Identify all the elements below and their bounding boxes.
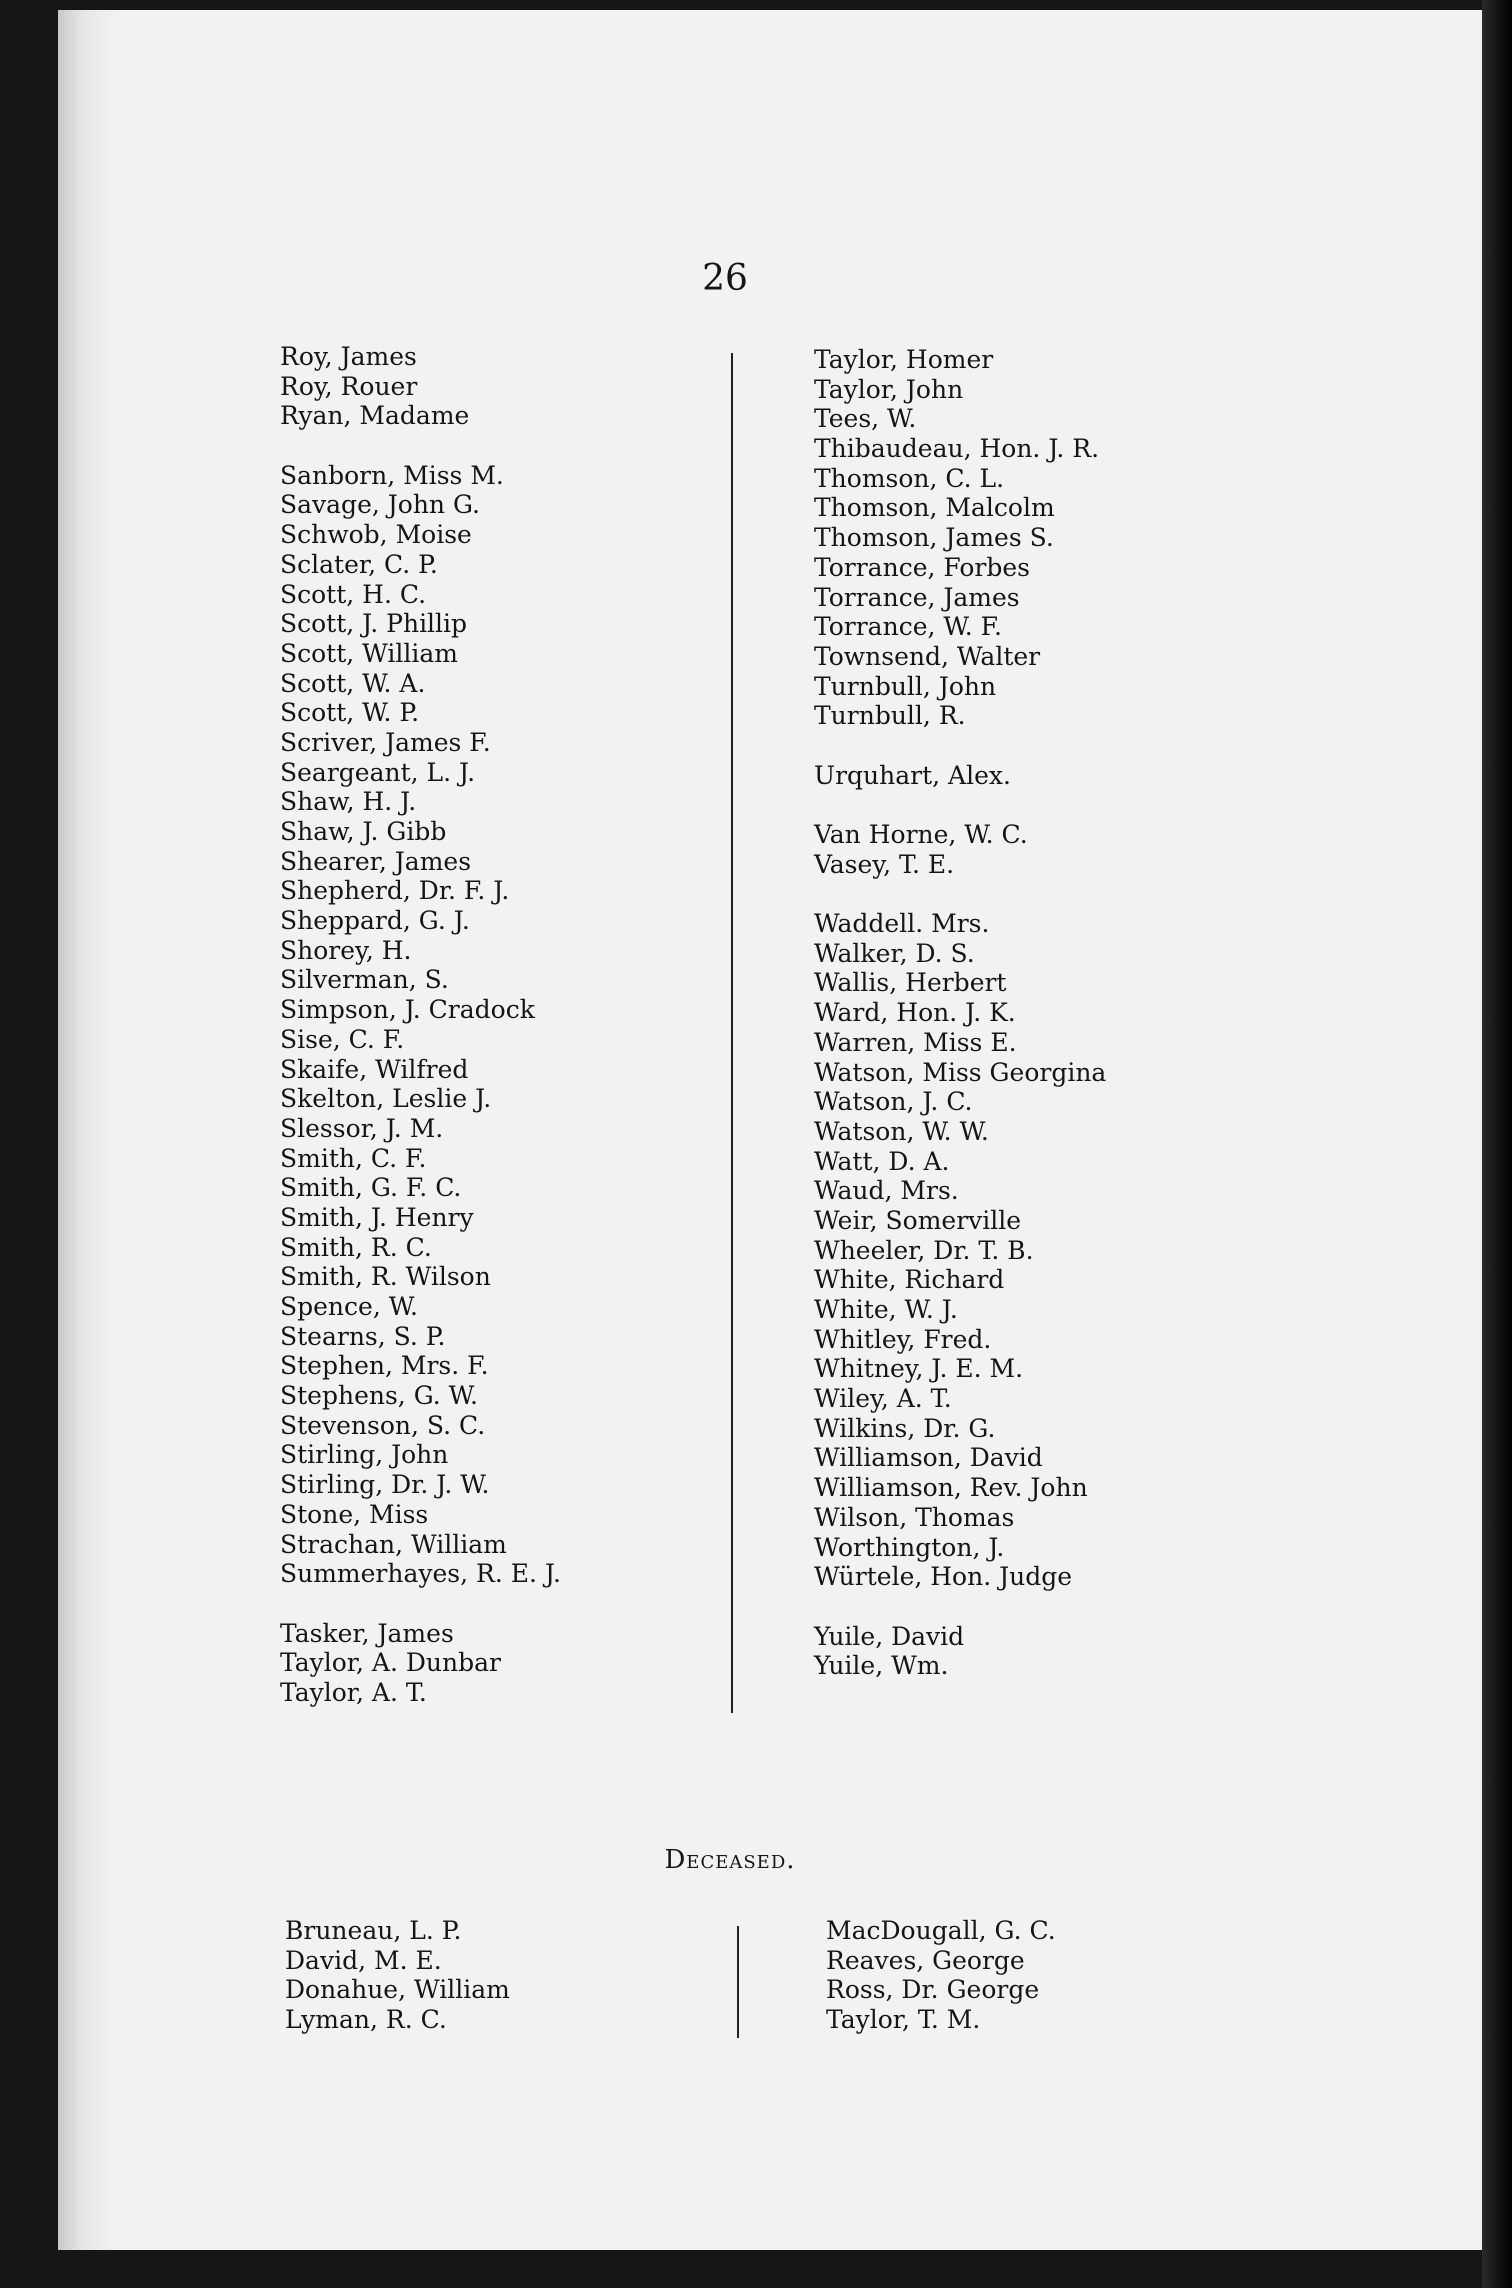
list-entry: Turnbull, R.: [814, 701, 966, 731]
list-entry: Simpson, J. Cradock: [280, 995, 535, 1025]
list-entry: Smith, R. C.: [280, 1232, 432, 1262]
list-entry: Worthington, J.: [814, 1532, 1005, 1562]
list-entry: Williamson, David: [814, 1443, 1043, 1473]
list-entry: Scott, H. C.: [280, 579, 427, 609]
list-entry: Yuile, Wm.: [814, 1651, 949, 1681]
list-entry: Turnbull, John: [814, 671, 997, 701]
list-entry: Smith, C. F.: [280, 1143, 427, 1173]
list-entry: David, M. E.: [285, 1945, 442, 1975]
deceased-column-divider: [737, 1926, 739, 2038]
list-entry: Urquhart, Alex.: [814, 760, 1011, 790]
list-entry: Taylor, T. M.: [826, 2005, 981, 2035]
list-entry: Wiley, A. T.: [814, 1384, 952, 1414]
list-entry: Tasker, James: [280, 1618, 454, 1648]
list-entry: Sclater, C. P.: [280, 549, 438, 579]
list-entry: Taylor, A. T.: [280, 1677, 427, 1707]
deceased-list-left-column: [285, 1916, 510, 2035]
list-entry: Stone, Miss: [280, 1499, 429, 1529]
list-entry: Thomson, James S.: [814, 523, 1054, 553]
list-entry: Scott, William: [280, 638, 459, 668]
list-entry: Wallis, Herbert: [814, 968, 1007, 998]
list-entry: Taylor, John: [814, 374, 964, 404]
list-entry: Whitley, Fred.: [814, 1324, 992, 1354]
list-entry: Stirling, John: [280, 1440, 449, 1470]
list-entry: Vasey, T. E.: [814, 849, 955, 879]
list-entry: Reaves, George: [826, 1945, 1025, 1975]
list-entry: Stevenson, S. C.: [280, 1410, 486, 1440]
list-entry: Lyman, R. C.: [285, 2005, 447, 2035]
list-entry: Wilson, Thomas: [814, 1502, 1015, 1532]
list-entry: Townsend, Walter: [814, 641, 1041, 671]
list-entry: Shaw, J. Gibb: [280, 817, 447, 846]
list-entry: Silverman, S.: [280, 965, 449, 995]
list-gap: [280, 431, 561, 461]
list-entry: Skelton, Leslie J.: [280, 1084, 492, 1114]
list-entry: Sanborn, Miss M.: [280, 460, 504, 490]
list-entry: Bruneau, L. P.: [285, 1916, 462, 1945]
list-entry: Shorey, H.: [280, 935, 412, 965]
list-entry: Stirling, Dr. J. W.: [280, 1470, 490, 1500]
list-entry: Sise, C. F.: [280, 1024, 405, 1054]
list-entry: Stephen, Mrs. F.: [280, 1351, 489, 1381]
list-entry: Scriver, James F.: [280, 727, 491, 757]
list-entry: Tees, W.: [814, 404, 917, 434]
list-entry: Spence, W.: [280, 1292, 418, 1321]
list-entry: Warren, Miss E.: [814, 1027, 1017, 1057]
list-entry: Wilkins, Dr. G.: [814, 1413, 996, 1443]
column-divider: [731, 353, 733, 1713]
list-entry: Roy, Rouer: [280, 371, 418, 401]
list-entry: Smith, J. Henry: [280, 1202, 474, 1232]
deceased-heading: Deceased.: [664, 1845, 796, 1875]
list-entry: Taylor, Homer: [814, 345, 994, 374]
list-gap: [814, 1592, 1106, 1622]
list-gap: [280, 1589, 561, 1619]
list-entry: Roy, James: [280, 342, 417, 371]
list-entry: Waddell. Mrs.: [814, 909, 990, 939]
main-list-right-column: [814, 345, 1106, 1681]
list-entry: Smith, G. F. C.: [280, 1173, 462, 1203]
list-entry: Torrance, W. F.: [814, 612, 1003, 642]
list-entry: MacDougall, G. C.: [826, 1916, 1056, 1945]
list-entry: Watt, D. A.: [814, 1146, 950, 1176]
list-entry: Walker, D. S.: [814, 938, 975, 968]
page-binding-shadow: [58, 10, 118, 2250]
list-entry: Taylor, A. Dunbar: [280, 1648, 501, 1678]
page-number: 26: [702, 258, 748, 299]
list-entry: Whitney, J. E. M.: [814, 1354, 1024, 1384]
list-entry: Shaw, H. J.: [280, 787, 417, 817]
list-entry: Slessor, J. M.: [280, 1113, 444, 1143]
list-entry: Ross, Dr. George: [826, 1975, 1040, 2005]
list-entry: Schwob, Moise: [280, 520, 472, 550]
list-entry: Scott, J. Phillip: [280, 609, 468, 639]
list-entry: Thomson, C. L.: [814, 463, 1005, 493]
list-entry: Donahue, William: [285, 1975, 510, 2005]
list-entry: Watson, J. C.: [814, 1087, 973, 1117]
list-entry: Seargeant, L. J.: [280, 757, 476, 787]
list-entry: Yuile, David: [814, 1621, 965, 1651]
list-gap: [814, 731, 1106, 761]
list-entry: Scott, W. A.: [280, 668, 426, 698]
list-entry: Stearns, S. P.: [280, 1321, 446, 1351]
list-entry: Wheeler, Dr. T. B.: [814, 1235, 1034, 1265]
list-entry: Scott, W. P.: [280, 698, 420, 728]
list-entry: Williamson, Rev. John: [814, 1473, 1088, 1503]
list-entry: Skaife, Wilfred: [280, 1054, 469, 1084]
main-list-left-column: [280, 342, 561, 1708]
list-entry: White, Richard: [814, 1265, 1005, 1295]
list-entry: Watson, Miss Georgina: [814, 1057, 1107, 1087]
list-entry: Summerhayes, R. E. J.: [280, 1559, 561, 1589]
list-entry: Smith, R. Wilson: [280, 1262, 491, 1292]
list-entry: Torrance, James: [814, 582, 1020, 612]
list-entry: Watson, W. W.: [814, 1116, 989, 1146]
list-entry: Weir, Somerville: [814, 1205, 1022, 1235]
list-entry: Van Horne, W. C.: [814, 820, 1028, 849]
list-gap: [814, 879, 1106, 909]
list-entry: Ryan, Madame: [280, 401, 470, 431]
list-entry: Thomson, Malcolm: [814, 493, 1055, 523]
list-entry: Torrance, Forbes: [814, 552, 1030, 582]
deceased-list-right-column: [826, 1916, 1056, 2035]
list-entry: White, W. J.: [814, 1295, 958, 1324]
list-entry: Shepherd, Dr. F. J.: [280, 876, 510, 906]
list-gap: [814, 790, 1106, 820]
list-entry: Stephens, G. W.: [280, 1381, 478, 1411]
list-entry: Thibaudeau, Hon. J. R.: [814, 434, 1100, 464]
list-entry: Würtele, Hon. Judge: [814, 1562, 1073, 1592]
page: [58, 10, 1482, 2250]
page-right-edge: [1482, 0, 1512, 2288]
list-entry: Sheppard, G. J.: [280, 906, 470, 936]
list-entry: Shearer, James: [280, 846, 472, 876]
list-entry: Strachan, William: [280, 1529, 507, 1559]
list-entry: Waud, Mrs.: [814, 1176, 959, 1206]
list-entry: Savage, John G.: [280, 490, 480, 520]
list-entry: Ward, Hon. J. K.: [814, 998, 1016, 1028]
